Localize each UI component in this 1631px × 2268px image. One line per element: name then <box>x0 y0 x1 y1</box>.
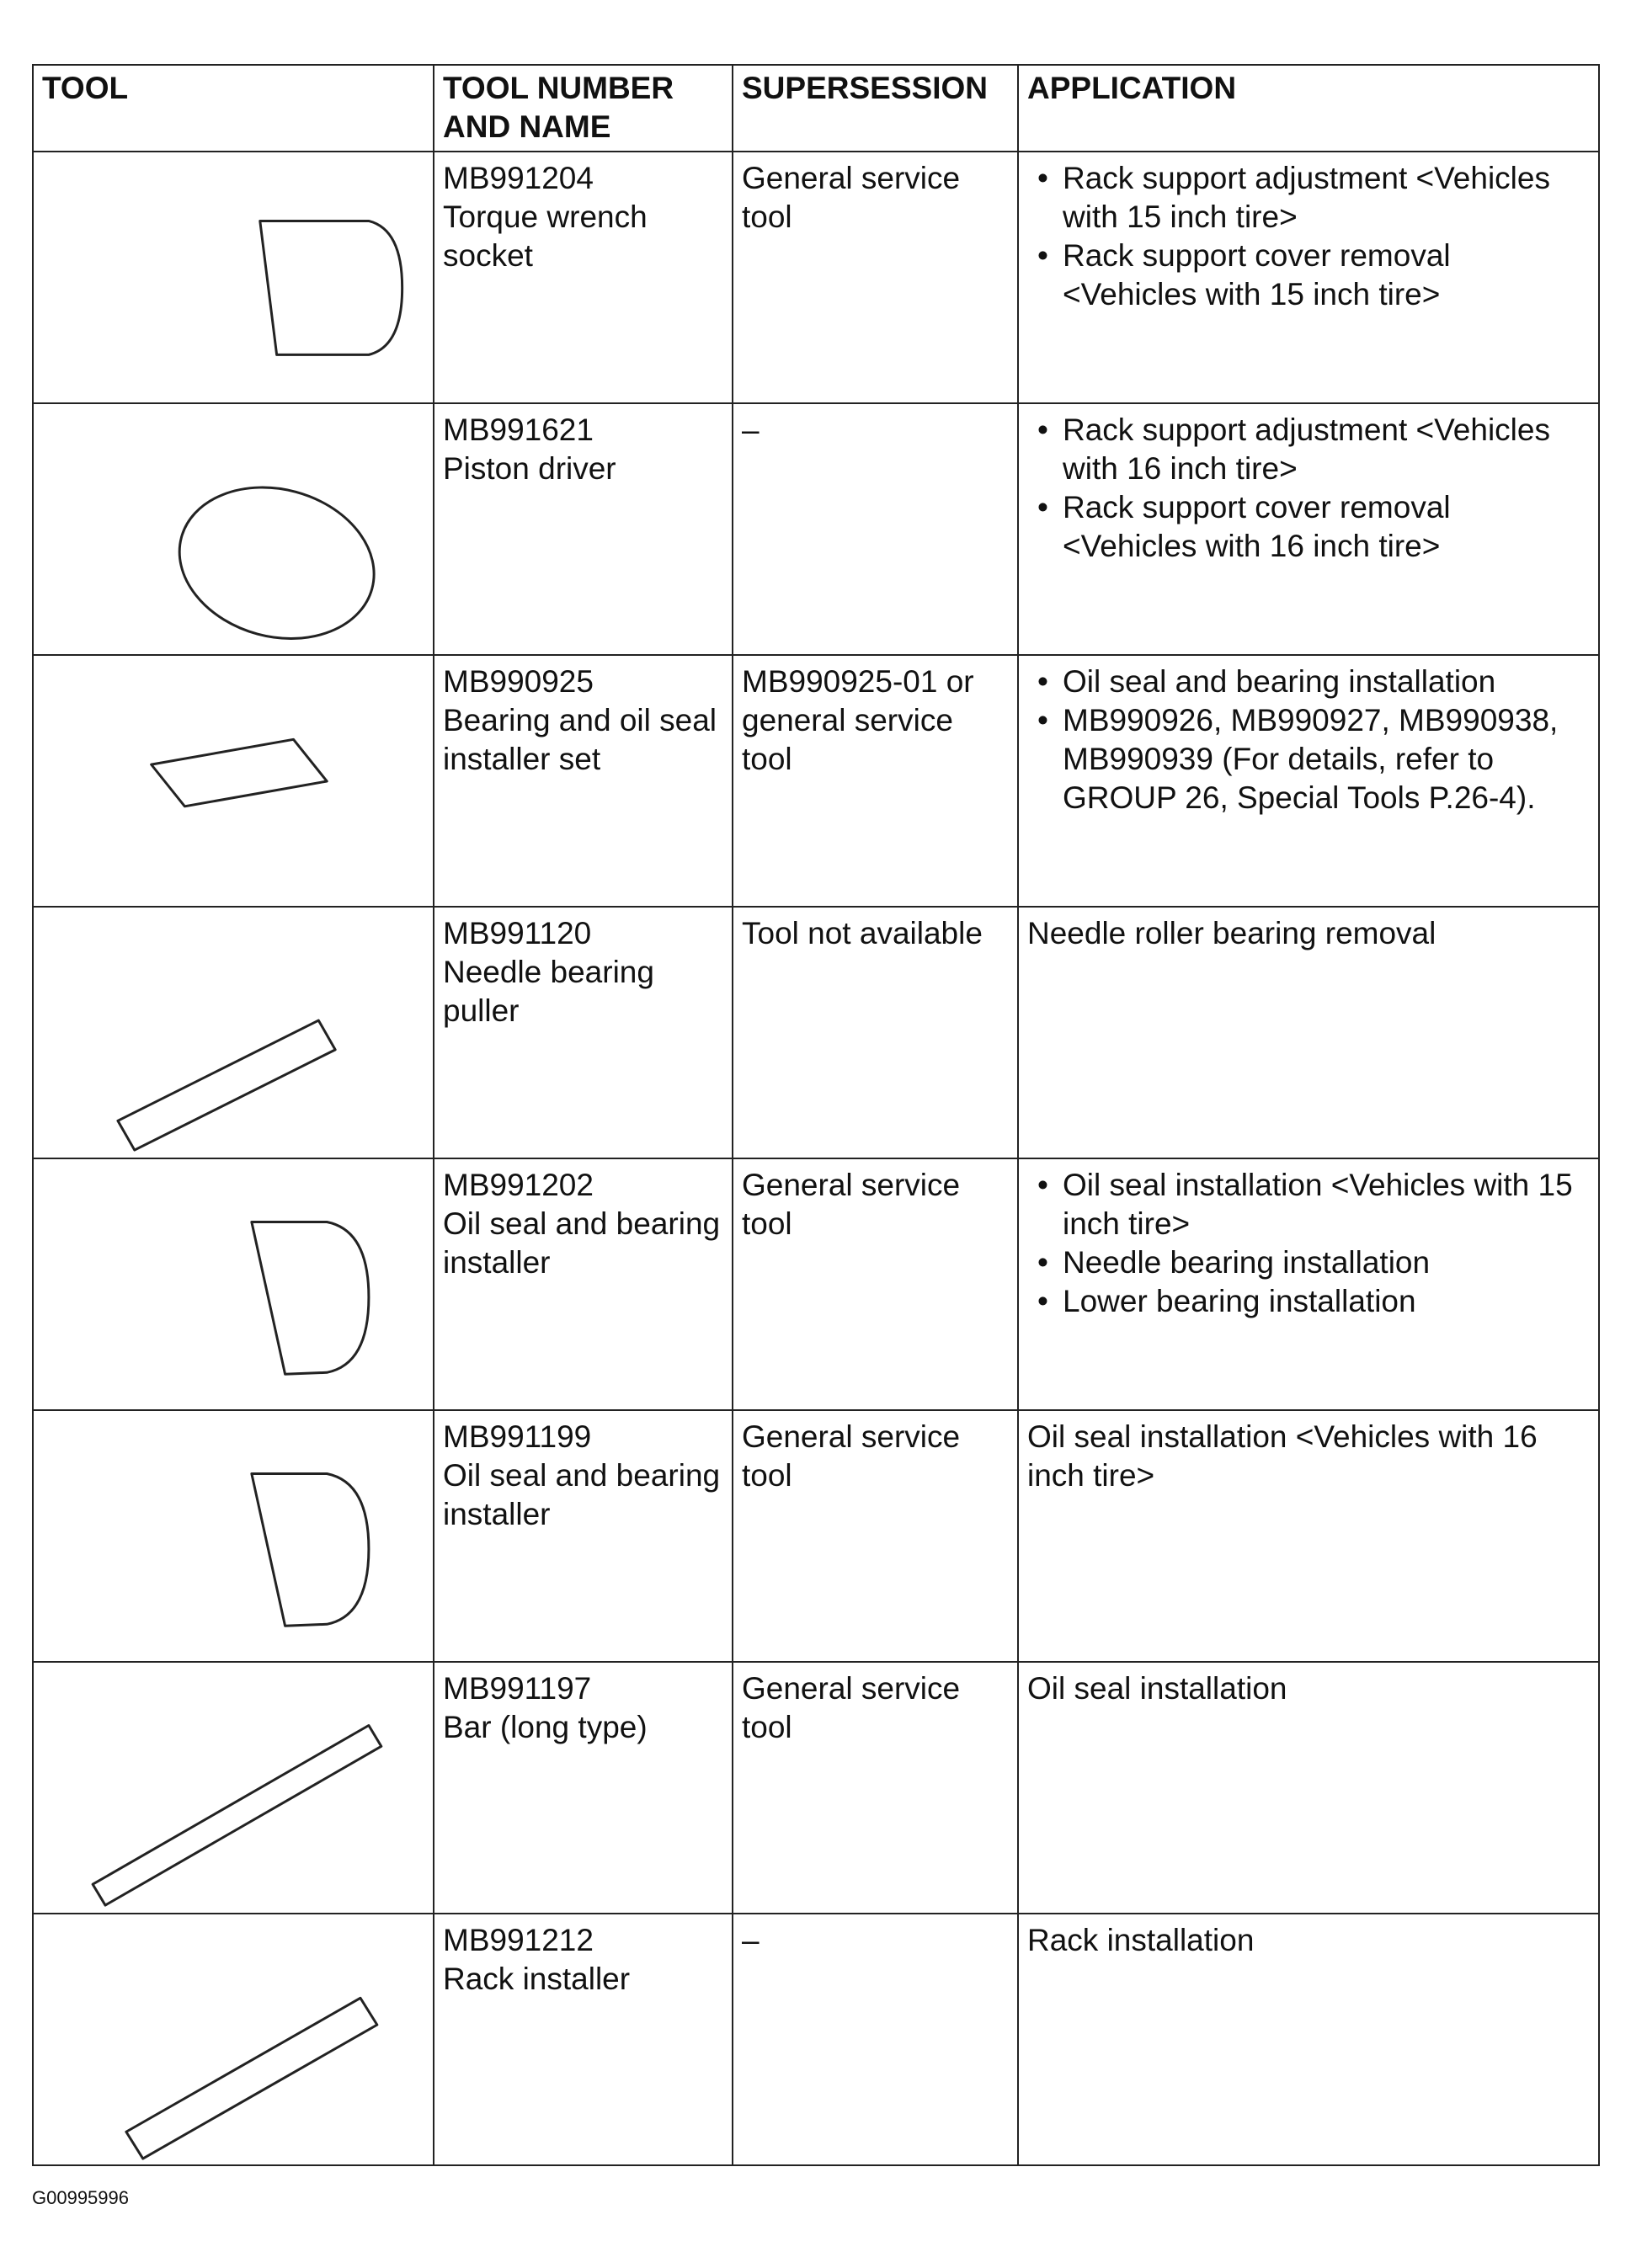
rack-installer-icon <box>34 1914 433 2164</box>
tool-number-cell <box>434 403 733 655</box>
tool-name: Rack installer <box>443 1962 631 1996</box>
tool-number: MB991120 <box>443 916 592 950</box>
application-list <box>1027 411 1590 566</box>
special-tools-table <box>32 64 1600 2166</box>
application-cell <box>1018 1410 1599 1662</box>
tool-name: Needle bearing puller <box>443 955 654 1028</box>
application-item: • Rack support cover removal <Vehicles with 16 inch tire> <box>1027 488 1590 566</box>
table-row <box>33 1662 1599 1914</box>
tool-number: MB991197 <box>443 1671 592 1706</box>
table-row <box>33 1914 1599 2165</box>
tool-number: MB991212 <box>443 1923 594 1957</box>
application-list <box>1027 663 1590 817</box>
table-row <box>33 655 1599 907</box>
application-cell <box>1018 1158 1599 1410</box>
supersession-cell: General service tool <box>733 1158 1018 1410</box>
application-item: • Oil seal and bearing installation <box>1027 663 1590 701</box>
tool-number: MB991202 <box>443 1168 594 1202</box>
tool-illustration-cell <box>33 1662 434 1914</box>
application-cell <box>1018 152 1599 403</box>
tool-number: MB991204 <box>443 161 594 195</box>
application-text: Rack installation <box>1027 1923 1255 1957</box>
application-list <box>1027 159 1590 314</box>
needle-bearing-puller-icon <box>34 908 433 1158</box>
supersession-cell: General service tool <box>733 1662 1018 1914</box>
tool-illustration-cell <box>33 152 434 403</box>
tool-name: Oil seal and bearing installer <box>443 1458 721 1531</box>
application-text: Oil seal installation <Vehicles with 16 inch tire> <box>1027 1419 1538 1493</box>
supersession-cell: – <box>733 403 1018 655</box>
tool-number-cell <box>434 1158 733 1410</box>
application-cell <box>1018 907 1599 1158</box>
tool-number-cell <box>434 1914 733 2165</box>
application-item: • Oil seal installation <Vehicles with 15 inch tire> <box>1027 1166 1590 1243</box>
table-row <box>33 1158 1599 1410</box>
piston-driver-icon <box>34 404 433 654</box>
application-text: Needle roller bearing removal <box>1027 916 1436 950</box>
tool-name: Bar (long type) <box>443 1710 648 1744</box>
tool-illustration-cell <box>33 403 434 655</box>
supersession-cell: MB990925-01 or general service tool <box>733 655 1018 907</box>
tool-name: Bearing and oil seal installer set <box>443 703 717 776</box>
oil-seal-installer-icon <box>34 1159 433 1409</box>
application-cell <box>1018 403 1599 655</box>
table-row <box>33 907 1599 1158</box>
supersession-cell: General service tool <box>733 152 1018 403</box>
header-tool-number-line1: TOOL NUMBER <box>443 71 674 105</box>
supersession-cell: Tool not available <box>733 907 1018 1158</box>
installer-set-icon <box>34 656 433 906</box>
header-supersession: SUPERSESSION <box>733 65 1018 152</box>
supersession-cell: – <box>733 1914 1018 2165</box>
header-tool-number <box>434 65 733 152</box>
tool-illustration-cell <box>33 1158 434 1410</box>
header-tool: TOOL <box>33 65 434 152</box>
tool-illustration-cell <box>33 907 434 1158</box>
application-item: • Needle bearing installation <box>1027 1243 1590 1282</box>
tool-number-cell <box>434 907 733 1158</box>
tool-name: Piston driver <box>443 451 616 486</box>
application-text: Oil seal installation <box>1027 1671 1287 1706</box>
application-list <box>1027 1166 1590 1321</box>
tool-number: MB990925 <box>443 664 594 699</box>
oil-seal-installer-icon <box>34 1411 433 1661</box>
torque-wrench-socket-icon <box>34 152 433 402</box>
application-item: • Rack support adjustment <Vehicles with 15 inch tire> <box>1027 159 1590 237</box>
header-row <box>33 65 1599 152</box>
application-item: • Lower bearing installation <box>1027 1282 1590 1321</box>
tool-number: MB991199 <box>443 1419 592 1454</box>
application-item: • Rack support cover removal <Vehicles with 15 inch tire> <box>1027 237 1590 314</box>
header-tool-number-line2: AND NAME <box>443 109 611 144</box>
tool-name: Torque wrench socket <box>443 200 648 273</box>
figure-code: G00995996 <box>32 2187 129 2208</box>
header-application: APPLICATION <box>1018 65 1599 152</box>
tool-number: MB991621 <box>443 413 594 447</box>
application-item: • MB990926, MB990927, MB990938, MB990939 (For details, refer to GROUP 26, Special Tools P.26-4). <box>1027 701 1590 817</box>
long-bar-icon <box>34 1663 433 1913</box>
tool-name: Oil seal and bearing installer <box>443 1206 721 1280</box>
table-row <box>33 152 1599 403</box>
tool-number-cell <box>434 1410 733 1662</box>
application-cell <box>1018 1914 1599 2165</box>
tool-number-cell <box>434 1662 733 1914</box>
tool-number-cell <box>434 152 733 403</box>
tool-illustration-cell <box>33 1410 434 1662</box>
tool-illustration-cell <box>33 655 434 907</box>
application-cell <box>1018 655 1599 907</box>
tool-illustration-cell <box>33 1914 434 2165</box>
table-row <box>33 1410 1599 1662</box>
table-row <box>33 403 1599 655</box>
supersession-cell: General service tool <box>733 1410 1018 1662</box>
application-cell <box>1018 1662 1599 1914</box>
application-item: • Rack support adjustment <Vehicles with 16 inch tire> <box>1027 411 1590 488</box>
tool-number-cell <box>434 655 733 907</box>
